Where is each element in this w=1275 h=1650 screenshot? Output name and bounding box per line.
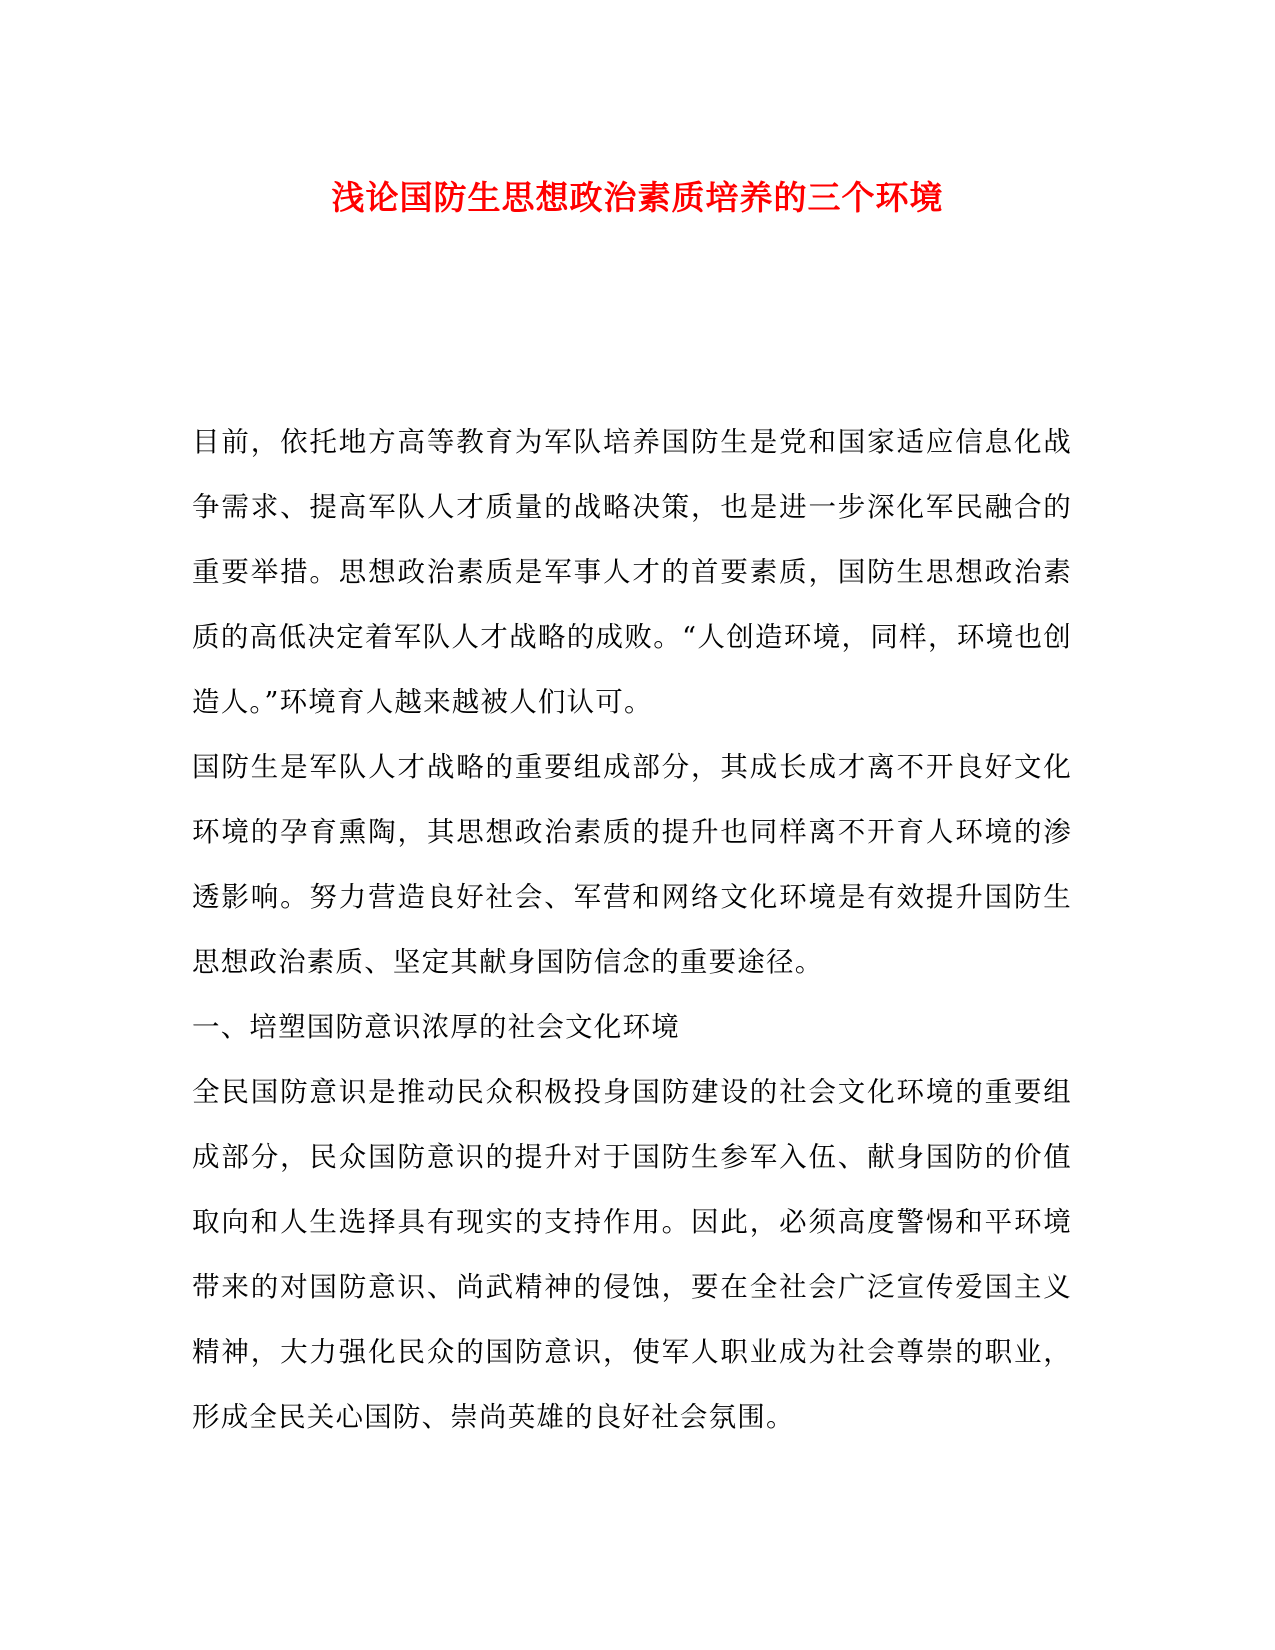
document-title: 浅论国防生思想政治素质培养的三个环境 [331,178,944,217]
document-body [192,410,1072,1450]
section-heading: 一、培塑国防意识浓厚的社会文化环境 [192,1011,680,1043]
section-paragraph: 全民国防意识是推动民众积极投身国防建设的社会文化环境的重要组成部分，民众国防意识的提升对于国防生参军入伍、献身国防的价值取向和人生选择具有现实的支持作用。因此，必须高度警惕和平环境带来的对国防意识、尚武精神的侵蚀，要在全社会广泛宣传爱国主义精神，大力强化民众的国防意识，使军人职业成为社会尊崇的职业，形成全民关心国防、崇尚英雄的良好社会氛围。 [192,1076,1072,1433]
intro-paragraph: 目前，依托地方高等教育为军队培养国防生是党和国家适应信息化战争需求、提高军队人才质量的战略决策，也是进一步深化军民融合的重要举措。思想政治素质是军事人才的首要素质，国防生思想政治素质的高低决定着军队人才战略的成败。“人创造环境，同样，环境也创造人。”环境育人越来越被人们认可。 [192,426,1072,718]
context-paragraph: 国防生是军队人才战略的重要组成部分，其成长成才离不开良好文化环境的孕育熏陶，其思想政治素质的提升也同样离不开育人环境的渗透影响。努力营造良好社会、军营和网络文化环境是有效提升国防生思想政治素质、坚定其献身国防信念的重要途径。 [192,751,1072,978]
